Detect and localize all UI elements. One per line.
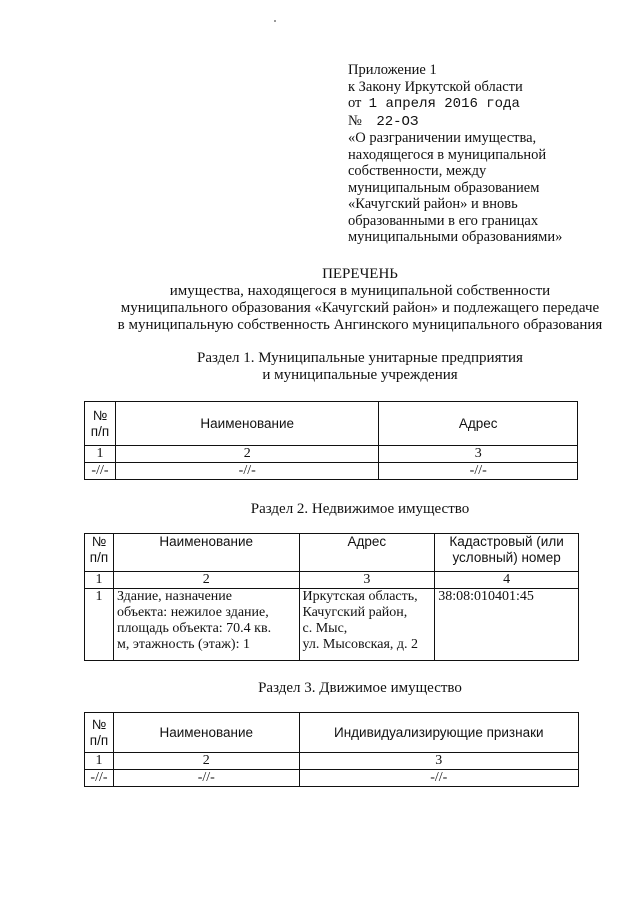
column-number: 1 xyxy=(85,753,114,770)
table-cell: -//- xyxy=(113,770,299,787)
section3-table xyxy=(84,712,579,787)
address-line: Иркутская область, xyxy=(302,589,418,604)
column-number: 2 xyxy=(113,753,299,770)
appendix-date-prefix: от xyxy=(348,95,362,111)
appendix-number-prefix: № xyxy=(348,112,362,129)
appendix-line: находящегося в муниципальной xyxy=(348,146,547,163)
address-line: с. Мыс, xyxy=(302,621,348,636)
header-cell-name: Наименование xyxy=(113,713,299,753)
column-number-row xyxy=(85,446,578,463)
cadastral-number: 38:08:010401:45 xyxy=(435,589,579,661)
column-number: 4 xyxy=(435,572,579,589)
appendix-number-value: 22-ОЗ xyxy=(376,113,419,130)
section1-title-line: Раздел 1. Муниципальные унитарные предприятия xyxy=(197,350,523,366)
column-number: 3 xyxy=(299,572,435,589)
appendix-date-value: 1 апреля 2016 года xyxy=(368,96,520,112)
table-header-row xyxy=(85,534,579,572)
appendix-line: муниципальным образованием xyxy=(348,179,540,196)
header-cell-number: № п/п xyxy=(85,713,114,753)
document-title xyxy=(60,266,640,334)
scan-speck xyxy=(274,20,276,22)
header-cell-address: Адрес xyxy=(299,534,435,572)
table-cell: -//- xyxy=(85,770,114,787)
section1-title xyxy=(60,350,640,384)
address-line: Качугский район, xyxy=(302,605,408,620)
table-cell: -//- xyxy=(85,463,116,480)
appendix-line: «Качугский район» и вновь xyxy=(348,196,518,212)
property-name-line: площадь объекта: 70.4 кв. xyxy=(116,621,272,636)
appendix-line: образованными в его границах xyxy=(348,212,539,229)
column-number-row xyxy=(85,753,579,770)
title-line: имущества, находящегося в муниципальной собственности xyxy=(169,283,551,299)
header-cell-features: Индивидуализирующие признаки xyxy=(299,713,578,753)
property-name-line: м, этажность (этаж): 1 xyxy=(116,637,250,652)
appendix-line: Приложение 1 xyxy=(348,62,437,78)
title-line: в муниципальную собственность Ангинского муниципального образования xyxy=(117,317,603,333)
title-heading: ПЕРЕЧЕНЬ xyxy=(322,266,398,282)
header-cell-name: Наименование xyxy=(115,402,378,446)
row-number: 1 xyxy=(85,589,114,661)
header-cell-name: Наименование xyxy=(113,534,299,572)
table-cell: -//- xyxy=(299,770,578,787)
section1-title-line: и муниципальные учреждения xyxy=(262,367,458,383)
section1-table xyxy=(84,401,578,480)
section3-title: Раздел 3. Движимое имущество xyxy=(258,680,462,696)
table-row xyxy=(85,770,579,787)
column-number: 2 xyxy=(115,446,378,463)
property-name-line: объекта: нежилое здание, xyxy=(116,605,269,620)
table-row xyxy=(85,463,578,480)
table-header-row xyxy=(85,713,579,753)
appendix-line: к Закону Иркутской области xyxy=(348,78,523,95)
table-row xyxy=(85,589,579,661)
appendix-date-line xyxy=(348,95,628,113)
title-line: муниципального образования «Качугский район» и подлежащего передаче xyxy=(120,300,600,316)
section2-table xyxy=(84,533,579,661)
section2-title: Раздел 2. Недвижимое имущество xyxy=(250,501,470,517)
appendix-line: «О разграничении имущества, xyxy=(348,130,537,146)
column-number: 1 xyxy=(85,572,114,589)
column-number: 2 xyxy=(113,572,299,589)
address-line: ул. Мысовская, д. 2 xyxy=(302,637,419,652)
header-cell-address: Адрес xyxy=(379,402,578,446)
column-number: 1 xyxy=(85,446,116,463)
property-address-cell xyxy=(299,589,435,661)
table-header-row xyxy=(85,402,578,446)
header-cell-number: № п/п xyxy=(85,534,114,572)
column-number: 3 xyxy=(299,753,578,770)
table-cell: -//- xyxy=(115,463,378,480)
property-name-line: Здание, назначение xyxy=(116,589,232,604)
property-name-cell xyxy=(113,589,299,661)
appendix-block xyxy=(348,62,628,246)
header-cell-number: № п/п xyxy=(85,402,116,446)
appendix-number-line xyxy=(348,113,628,131)
column-number: 3 xyxy=(379,446,578,463)
appendix-line: муниципальными образованиями» xyxy=(348,229,563,245)
appendix-line: собственности, между xyxy=(348,163,487,179)
column-number-row xyxy=(85,572,579,589)
table-cell: -//- xyxy=(379,463,578,480)
header-cell-cadastral: Кадастровый (или условный) номер xyxy=(435,534,579,572)
